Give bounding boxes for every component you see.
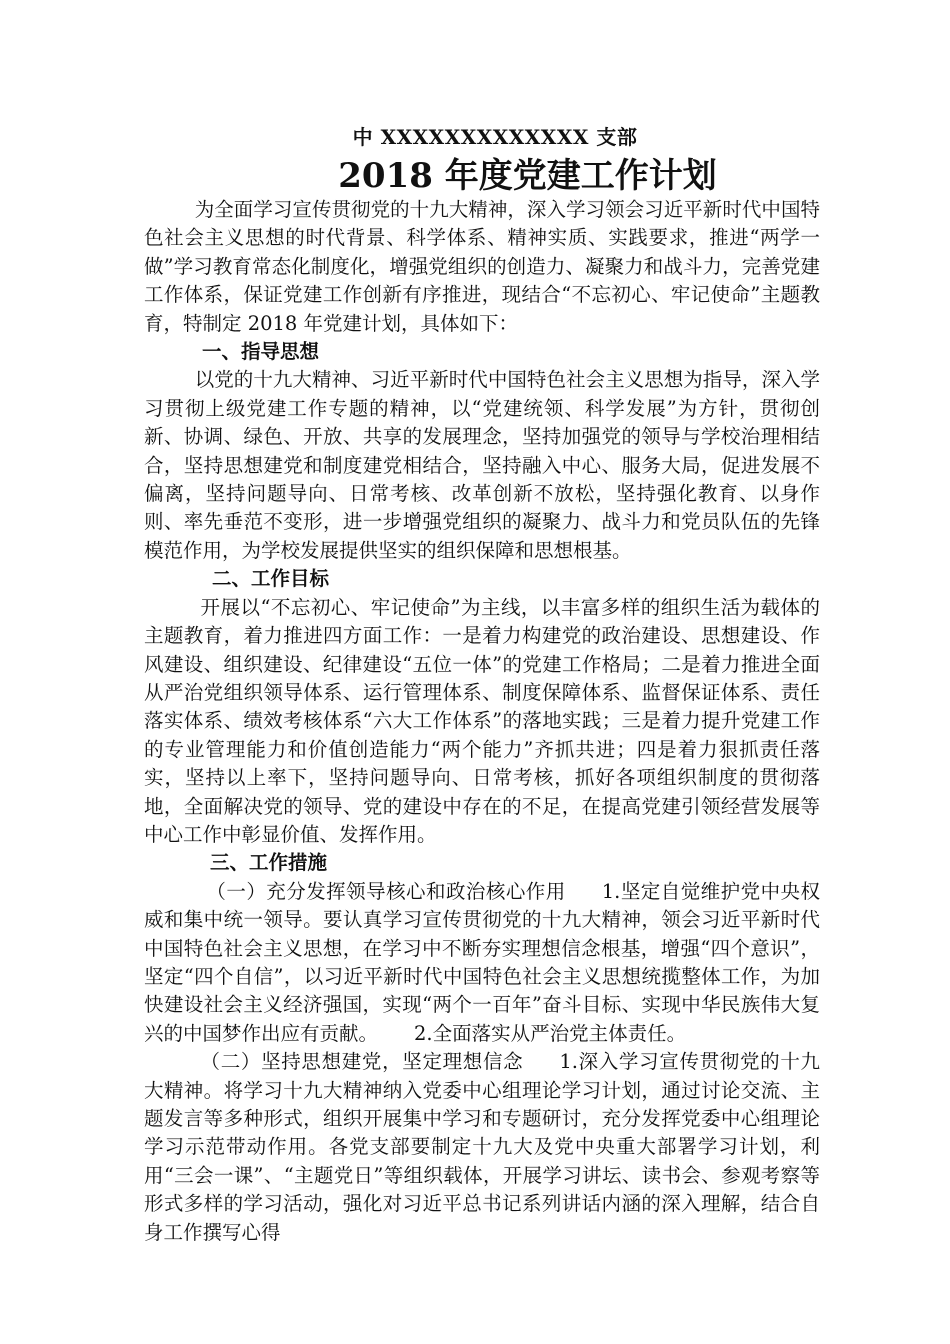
measure-paragraph-1	[144, 878, 820, 1048]
section-heading-work-goals: 二、工作目标	[212, 567, 330, 591]
measure-1-item-1-text: 要认真学习宣传贯彻党的十九大精神，领会习近平新时代中国特色社会主义思想，在学习中不断夯实理想信念根基，增强“四个意识”，坚定“四个自信”，以习近平新时代中国特色社会主义思想统揽整体工作，为加快建设社会主义经济强国，实现“两个一百年”奋斗目标、实现中华民族伟大复兴的中国梦作出应有贡献。	[144, 908, 820, 1045]
section-heading-guiding-ideology: 一、指导思想	[202, 340, 320, 364]
measure-2-item-1-text: 将学习十九大精神纳入党委中心组理论学习计划，通过讨论交流、主题发言等多种形式，组织开展集中学习和专题研讨，充分发挥党委中心组理论学习示范带动作用。各党支部要制定十九大及党中央重大部署学习计划，利用“三会一课”、“主题党日”等组织载体，开展学习讲坛、读书会、参观考察等形式多样的学习活动，强化对习近平总书记系列讲话内涵的深入理解，结合自身工作撰写心得	[144, 1078, 820, 1244]
section-paragraph-guiding-ideology: 以党的十九大精神、习近平新时代中国特色社会主义思想为指导，深入学习贯彻上级党建工作专题的精神，以“党建统领、科学发展”为方针，贯彻创新、协调、绿色、开放、共享的发展理念，坚持加强党的领导与学校治理相结合，坚持思想建党和制度建党相结合，坚持融入中心、服务大局，促进发展不偏离，坚持问题导向、日常考核、改革创新不放松，坚持强化教育、以身作则、率先垂范不变形，进一步增强党组织的凝聚力、战斗力和党员队伍的先锋模范作用，为学校发展提供坚实的组织保障和思想根基。	[144, 368, 820, 562]
document-body	[144, 196, 820, 1247]
document-title: 2018 年度党建工作计划	[338, 156, 717, 196]
section-paragraph-work-goals: 开展以“不忘初心、牢记使命”为主线，以丰富多样的组织生活为载体的主题教育，着力推进四方面工作：一是着力构建党的政治建设、思想建设、作风建设、组织建设、纪律建设“五位一体”的党建工作格局；二是着力推进全面从严治党组织领导体系、运行管理体系、制度保障体系、监督保证体系、责任落实体系、绩效考核体系“六大工作体系”的落地实践；三是着力提升党建工作的专业管理能力和价值创造能力“两个能力”齐抓共进；四是着力狠抓责任落实，坚持以上率下，坚持问题导向、日常考核，抓好各项组织制度的贯彻落地，全面解决党的领导、党的建设中存在的不足，在提高党建引领经营发展等中心工作中彰显价值、发挥作用。	[144, 595, 820, 846]
measure-2-item-1-title: 1.深入学习宣传贯彻党的十九大精神。	[144, 1050, 820, 1102]
measure-1-item-1-title: 1.坚定自觉维护党中央权威和集中统一领导。	[144, 879, 820, 932]
measure-2-title: （二）坚持思想建党，坚定理想信念	[200, 1050, 524, 1074]
branch-subtitle: 中 XXXXXXXXXXXXX 支部	[352, 125, 638, 149]
intro-paragraph: 为全面学习宣传贯彻党的十九大精神，深入学习领会习近平新时代中国特色社会主义思想的时代背景、科学体系、精神实质、实践要求，推进“两学一做”学习教育常态化制度化，增强党组织的创造力、凝聚力和战斗力，完善党建工作体系，保证党建工作创新有序推进，现结合“不忘初心、牢记使命”主题教育，特制定 2018 年党建计划，具体如下：	[144, 198, 820, 335]
measure-1-title: （一）充分发挥领导核心和政治核心作用	[206, 879, 566, 903]
measure-paragraph-2	[144, 1048, 820, 1247]
section-heading-work-measures: 三、工作措施	[210, 851, 328, 875]
measure-1-item-2-title: 2.全面落实从严治党主体责任。	[414, 1021, 687, 1045]
